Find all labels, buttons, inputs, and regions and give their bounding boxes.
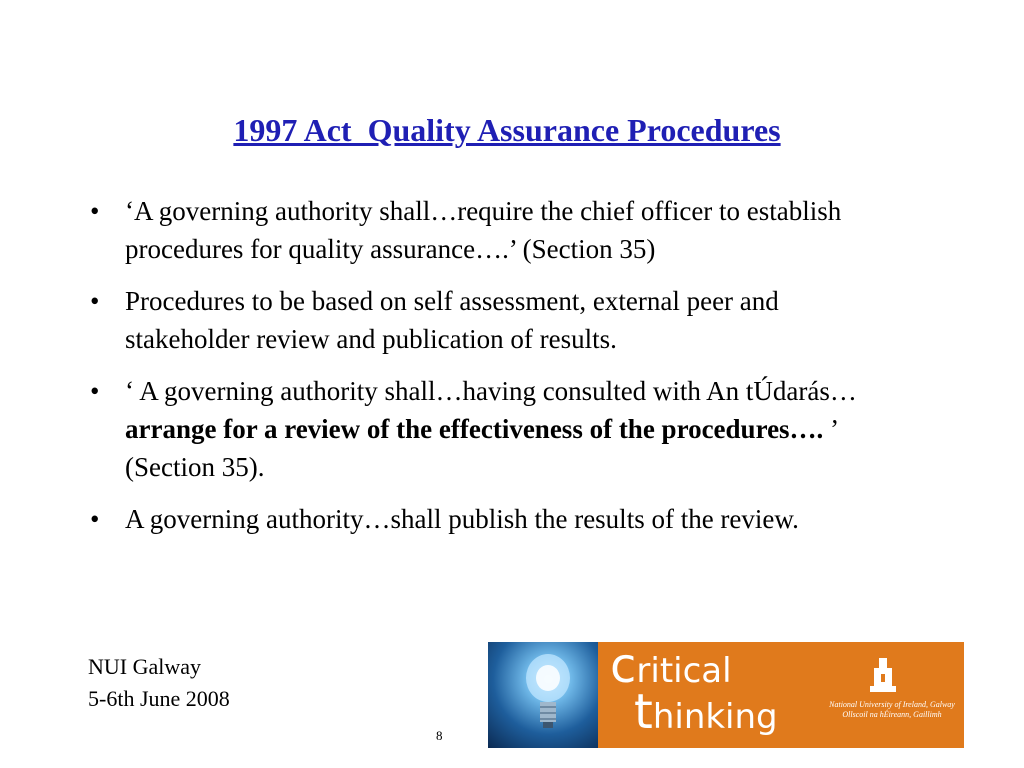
- bullet-icon: •: [90, 196, 100, 226]
- university-crest-icon: [866, 656, 900, 694]
- bullet-text-bold: arrange for a review of the effectiveness of the procedures….: [125, 414, 824, 444]
- footer-organization: NUI Galway: [88, 654, 202, 679]
- bullet-item-1: [88, 192, 908, 268]
- critical-thinking-banner: [488, 642, 964, 748]
- bullet-item-3: [88, 372, 908, 486]
- bullet-list: [88, 192, 908, 552]
- banner-word-thinking: thinking: [634, 684, 778, 740]
- bullet-text-plain: ‘ A governing authority shall…having consulted with An tÚdarás…: [125, 376, 857, 406]
- slide-title: 1997 Act Quality Assurance Procedures: [233, 112, 781, 148]
- lightbulb-image: [488, 642, 598, 748]
- lightbulb-icon: [488, 642, 598, 748]
- bullet-text: [125, 376, 857, 482]
- banner-word-critical: critical: [610, 642, 732, 694]
- bullet-icon: •: [90, 376, 100, 406]
- page-number: 8: [436, 728, 443, 743]
- bullet-text: A governing authority…shall publish the results of the review.: [125, 504, 799, 534]
- bullet-icon: •: [90, 286, 100, 316]
- bullet-text: ‘A governing authority shall…require the chief officer to establish procedures for quality assurance….’ (Section 35): [125, 196, 842, 264]
- bullet-text: Procedures to be based on self assessment, external peer and stakeholder review and publication of results.: [125, 286, 779, 354]
- bullet-icon: •: [90, 504, 100, 534]
- slide-footer: [88, 651, 230, 715]
- footer-date: 5-6th June 2008: [88, 686, 230, 711]
- university-name: National University of Ireland, Galway Ollscoil na hÉireann, Gaillimh: [829, 700, 955, 719]
- bullet-item-2: [88, 282, 908, 358]
- bullet-item-4: [88, 500, 908, 538]
- bullet-text-plain-end: ’ (Section 35).: [125, 414, 838, 482]
